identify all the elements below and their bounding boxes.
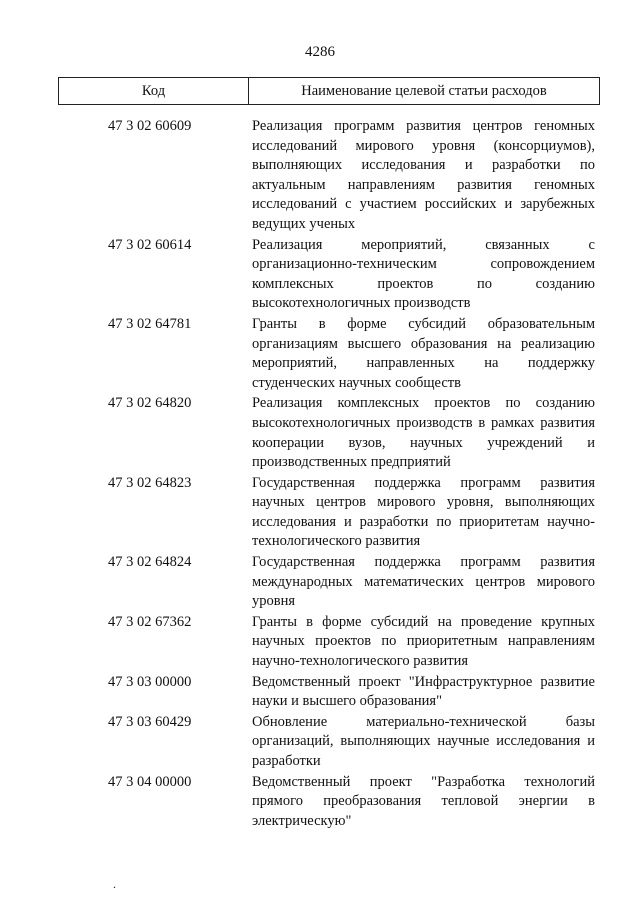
table-row <box>0 673 640 712</box>
row-code: 47 3 03 00000 <box>108 673 192 690</box>
row-name: Ведомственный проект "Инфраструктурное развитие науки и высшего образования" <box>252 673 595 710</box>
table-row <box>0 117 640 235</box>
table-row <box>0 773 640 832</box>
table-header <box>58 77 600 105</box>
table-row <box>0 474 640 552</box>
row-name: Реализация комплексных проектов по созданию высокотехнологичных производств в рамках развития кооперации вузов, научных учреждений и производственных предприятий <box>252 395 595 471</box>
row-name: Гранты в форме субсидий образовательным организациям высшего образования на реализацию мероприятий, направленных на поддержку студенческих научных сообществ <box>252 315 595 391</box>
row-name: Ведомственный проект "Разработка технологий прямого преобразования тепловой энергии в электрическую" <box>252 773 595 829</box>
row-code: 47 3 03 60429 <box>108 713 192 730</box>
table-row <box>0 394 640 472</box>
table-row <box>0 613 640 672</box>
table-row <box>0 553 640 612</box>
column-header-code: Код <box>59 78 249 104</box>
row-code: 47 3 02 64820 <box>108 395 192 412</box>
column-header-name: Наименование целевой статьи расходов <box>301 82 547 99</box>
table-row <box>0 713 640 772</box>
row-name: Обновление материально-технической базы организаций, выполняющих научные исследования и разработки <box>252 713 595 769</box>
row-code: 47 3 02 60614 <box>108 236 192 253</box>
row-code: 47 3 02 67362 <box>108 613 192 630</box>
page-number: 4286 <box>305 44 335 60</box>
row-name: Государственная поддержка программ развития научных центров мирового уровня, выполняющих исследования и разработки по приоритетам научно-технологического развития <box>252 474 595 550</box>
row-code: 47 3 02 64781 <box>108 315 192 332</box>
footer-mark: . <box>113 877 116 891</box>
table-body <box>0 117 640 832</box>
row-name: Государственная поддержка программ развития международных математических центров мирового уровня <box>252 554 595 610</box>
row-name: Реализация программ развития центров геномных исследований мирового уровня (консорциумов), выполняющих исследования и разработки по актуальным направлениям развития геномных исследований с участием российских и зарубежных ведущих ученых <box>252 118 595 232</box>
row-code: 47 3 04 00000 <box>108 773 192 790</box>
table-row <box>0 236 640 314</box>
row-code: 47 3 02 64824 <box>108 554 192 571</box>
row-code: 47 3 02 60609 <box>108 118 192 134</box>
row-code: 47 3 02 64823 <box>108 474 192 491</box>
table-row <box>0 315 640 393</box>
row-name: Реализация мероприятий, связанных с организационно-техническим сопровождением комплексных проектов по созданию высокотехнологичных производств <box>252 236 595 312</box>
row-name: Гранты в форме субсидий на проведение крупных научных проектов по приоритетным направлениям научно-технологического развития <box>252 613 595 670</box>
